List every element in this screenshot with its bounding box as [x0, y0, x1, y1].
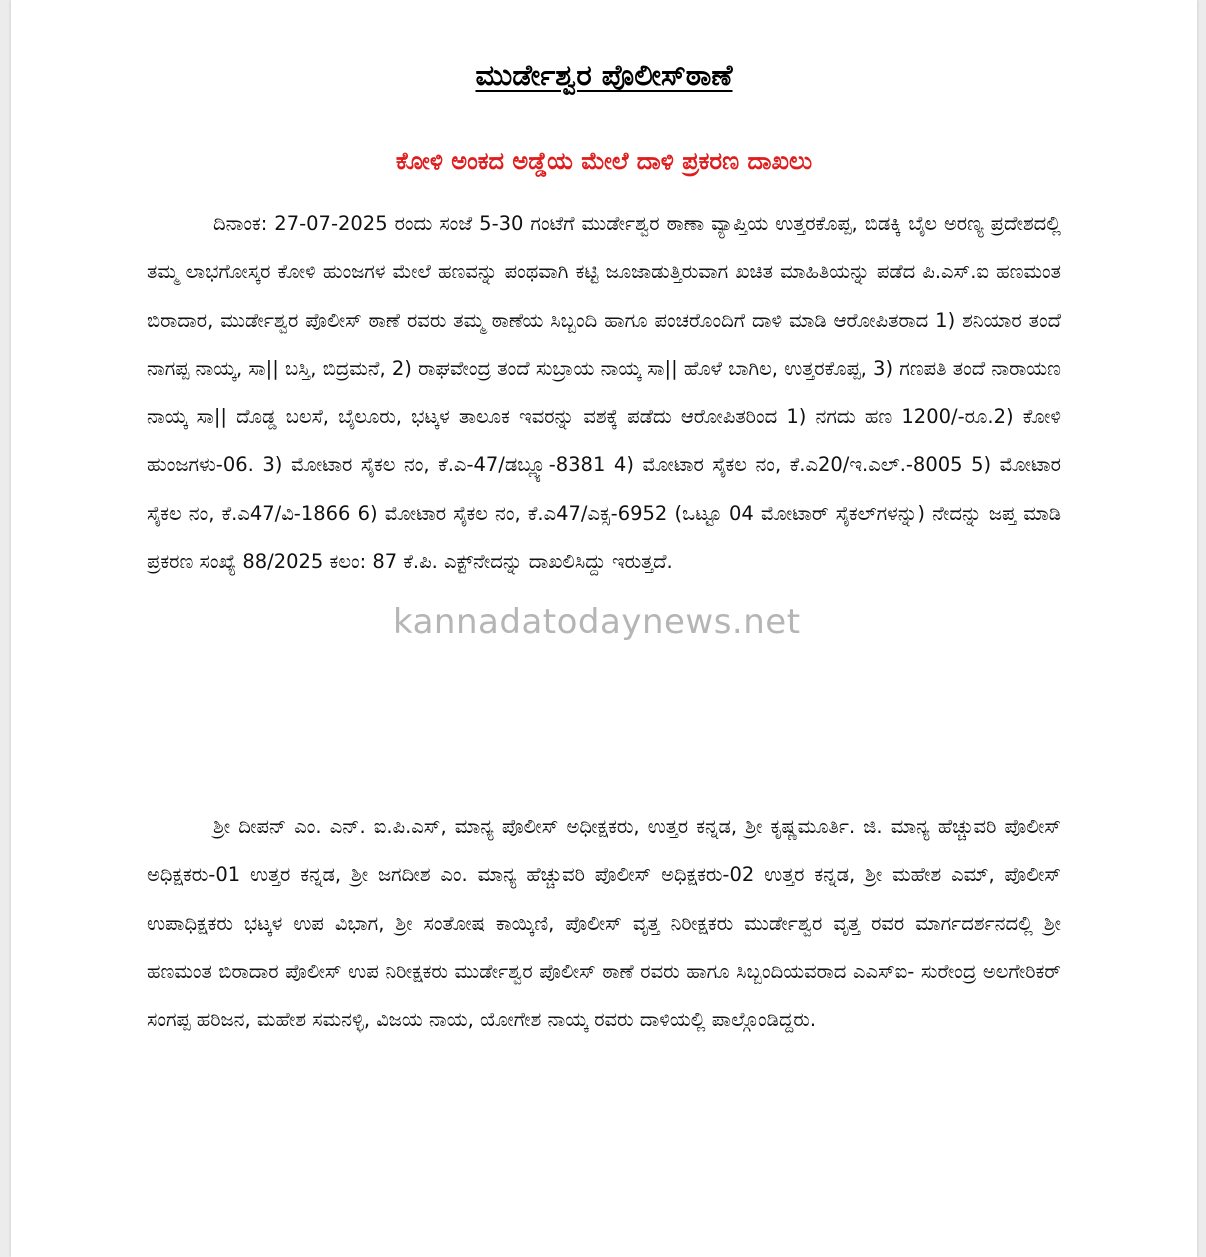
document-page [11, 0, 1197, 1257]
document-title: ಮುರ್ಡೇಶ್ವರ ಪೊಲೀಸ್‌ಠಾಣೆ [475, 58, 733, 92]
document-subtitle: ಕೋಳಿ ಅಂಕದ ಅಡ್ಡೆಯ ಮೇಲೆ ದಾಳಿ ಪ್ರಕರಣ ದಾಖಲು [395, 147, 813, 175]
paragraph-officers: ಶ್ರೀ ದೀಪನ್ ಎಂ. ಎನ್. ಐ.ಪಿ.ಎಸ್, ಮಾನ್ಯ ಪೊಲೀಸ್ ಅಧೀಕ್ಷಕರು, ಉತ್ತರ ಕನ್ನಡ, ಶ್ರೀ ಕೃಷ್ಣಮೂರ್ತಿ. ಜಿ. ಮಾನ್ಯ ಹೆಚ್ಚುವರಿ ಪೊಲೀಸ್ ಅಧಿಕ್ಷಕರು-01 ಉತ್ತರ ಕನ್ನಡ, ಶ್ರೀ ಜಗದೀಶ ಎಂ. ಮಾನ್ಯ ಹೆಚ್ಚುವರಿ ಪೊಲೀಸ್ ಅಧಿಕ್ಷಕರು-02 ಉತ್ತರ ಕನ್ನಡ, ಶ್ರೀ ಮಹೇಶ ಎಮ್, ಪೊಲೀಸ್ ಉಪಾಧಿಕ್ಷಕರು ಭಟ್ಕಳ ಉಪ ವಿಭಾಗ, ಶ್ರೀ ಸಂತೋಷ ಕಾಯ್ಕಿಣಿ, ಪೊಲೀಸ್ ವೃತ್ತ ನಿರೀಕ್ಷಕರು ಮುರ್ಡೇಶ್ವರ ವೃತ್ತ ರವರ ಮಾರ್ಗದರ್ಶನದಲ್ಲಿ ಶ್ರೀ ಹಣಮಂತ ಬಿರಾದಾರ ಪೊಲೀಸ್ ಉಪ ನಿರೀಕ್ಷಕರು ಮುರ್ಡೇಶ್ವರ ಪೊಲೀಸ್ ಠಾಣೆ ರವರು ಹಾಗೂ ಸಿಬ್ಬಂದಿಯವರಾದ ಎಎಸ್ಐ- ಸುರೇಂದ್ರ ಅಲಗೇರಿಕರ್ ಸಂಗಪ್ಪ ಹರಿಜನ, ಮಹೇಶ ಸಮನಳ್ಳಿ, ವಿಜಯ ನಾಯ, ಯೋಗೇಶ ನಾಯ್ಕ ರವರು ದಾಳಿಯಲ್ಲಿ ಪಾಲ್ಗೊಂಡಿದ್ದರು. [147, 815, 1061, 1032]
watermark: kannadatodaynews.net [393, 602, 801, 642]
paragraph-case-details: ದಿನಾಂಕ: 27-07-2025 ರಂದು ಸಂಜೆ 5-30 ಗಂಟೆಗೆ ಮುರ್ಡೇಶ್ವರ ಠಾಣಾ ವ್ಯಾಪ್ತಿಯ ಉತ್ತರಕೊಪ್ಪ, ಬಿಡಕ್ಕಿ ಬೈಲ ಅರಣ್ಯ ಪ್ರದೇಶದಲ್ಲಿ ತಮ್ಮ ಲಾಭಗೋಸ್ಕರ ಕೋಳಿ ಹುಂಜಗಳ ಮೇಲೆ ಹಣವನ್ನು ಪಂಥವಾಗಿ ಕಟ್ಟಿ ಜೂಜಾಡುತ್ತಿರುವಾಗ ಖಚಿತ ಮಾಹಿತಿಯನ್ನು ಪಡೆದ ಪಿ.ಎಸ್.ಐ ಹಣಮಂತ ಬಿರಾದಾರ, ಮುರ್ಡೇಶ್ವರ ಪೊಲೀಸ್ ಠಾಣೆ ರವರು ತಮ್ಮ ಠಾಣೆಯ ಸಿಬ್ಬಂದಿ ಹಾಗೂ ಪಂಚರೊಂದಿಗೆ ದಾಳಿ ಮಾಡಿ ಆರೋಪಿತರಾದ 1) ಶನಿಯಾರ ತಂದೆ ನಾಗಪ್ಪ ನಾಯ್ಕ, ಸಾ|| ಬಸ್ತಿ, ಬಿದ್ರಮನೆ, 2) ರಾಘವೇಂದ್ರ ತಂದೆ ಸುಬ್ರಾಯ ನಾಯ್ಕ ಸಾ|| ಹೊಳೆ ಬಾಗಿಲ, ಉತ್ತರಕೊಪ್ಪ, 3) ಗಣಪತಿ ತಂದೆ ನಾರಾಯಣ ನಾಯ್ಕ ಸಾ|| ದೊಡ್ಡ ಬಲಸೆ, ಬೈಲೂರು, ಭಟ್ಕಳ ತಾಲೂಕ ಇವರನ್ನು ವಶಕ್ಕೆ ಪಡೆದು ಆರೋಪಿತರಿಂದ 1) ನಗದು ಹಣ 1200/-ರೂ.2) ಕೋಳಿ ಹುಂಜಗಳು-06. 3) ಮೋಟಾರ ಸೈಕಲ ನಂ, ಕೆ.ಎ-47/ಡಬ್ಲ್ಯೂ-8381 4) ಮೋಟಾರ ಸೈಕಲ ನಂ, ಕೆ.ಎ20/ಇ.ಎಲ್.-8005 5) ಮೋಟಾರ ಸೈಕಲ ನಂ, ಕೆ.ಎ47/ವಿ-1866 6) ಮೋಟಾರ ಸೈಕಲ ನಂ, ಕೆ.ಎ47/ಎಕ್ಸ-6952 (ಒಟ್ಟೂ 04 ಮೋಟಾರ್ ಸೈಕಲ್‌ಗಳನ್ನು) ನೇದನ್ನು ಜಪ್ತ ಮಾಡಿ ಪ್ರಕರಣ ಸಂಖ್ಯೆ 88/2025 ಕಲಂ: 87 ಕೆ.ಪಿ. ಎಕ್ಟ್‌ನೇದನ್ನು ದಾಖಲಿಸಿದ್ದು ಇರುತ್ತದೆ. [147, 212, 1061, 574]
